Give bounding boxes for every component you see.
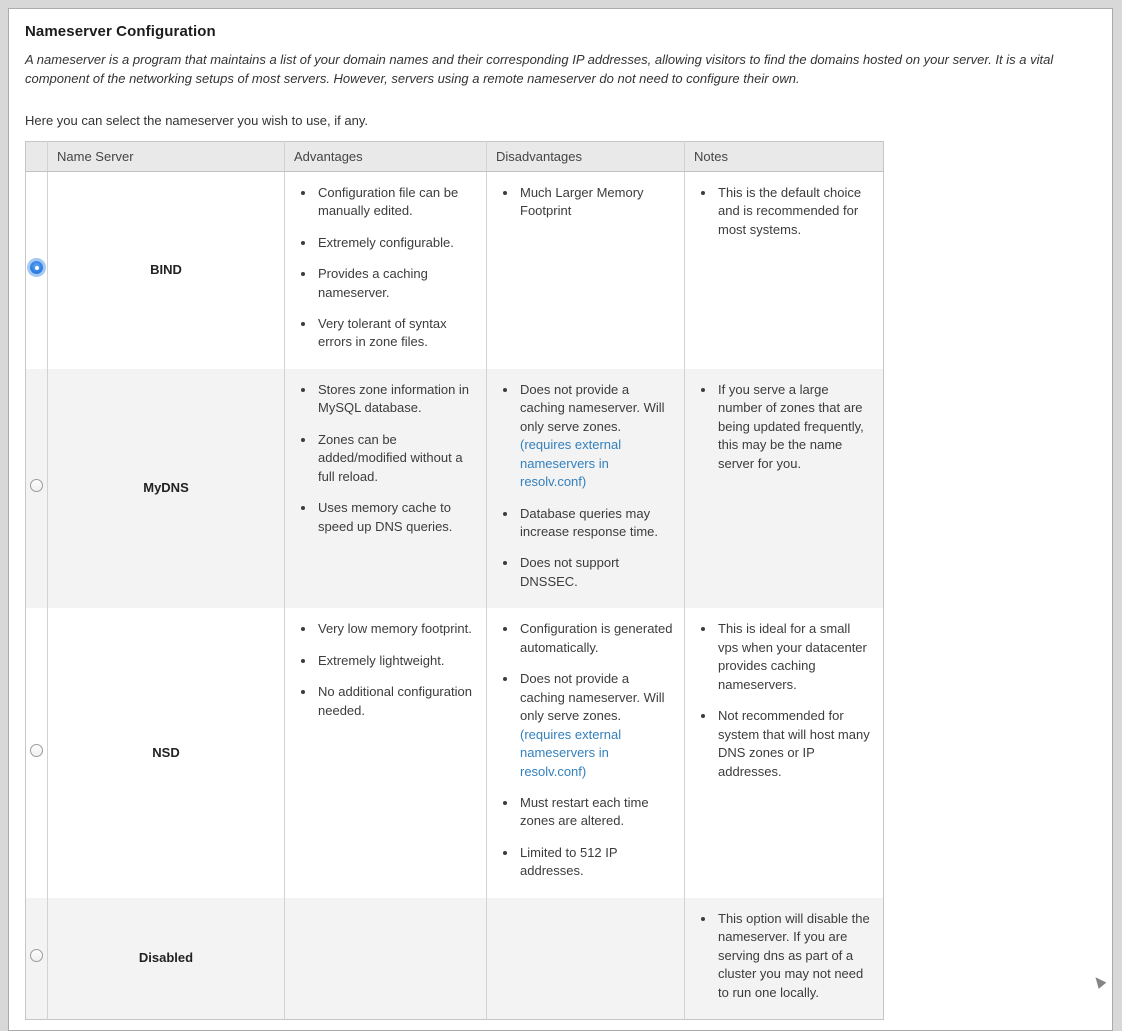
bullet-item: • Does not support DNSSEC. (518, 554, 674, 591)
bullet-item: • Extremely configurable. (316, 234, 476, 252)
bullet-item: • Very low memory footprint. (316, 620, 476, 638)
resolv-conf-link[interactable]: (requires external nameservers in resolv.conf) (520, 726, 622, 779)
radio-cell-bind (26, 171, 48, 369)
bullet-item: • Configuration file can be manually edited. (316, 184, 476, 221)
bind-advantages-list (295, 184, 476, 352)
bullet-item: • Configuration is generated automatically. (518, 620, 674, 657)
bullet-item: • Extremely lightweight. (316, 652, 476, 670)
disabled-notes-list (695, 910, 873, 1002)
table-body (26, 171, 884, 1019)
bullet-item: • This is the default choice and is recommended for most systems. (716, 184, 873, 239)
radio-cell-nsd (26, 608, 48, 897)
column-header-name-server: Name Server (48, 141, 285, 171)
bullet-item: • Very tolerant of syntax errors in zone files. (316, 315, 476, 352)
mydns-disadvantages-list (497, 381, 674, 592)
nameserver-table (25, 141, 884, 1020)
nameserver-radio-nsd[interactable] (30, 744, 43, 757)
bind-advantages-cell (285, 171, 487, 369)
disabled-disadvantages-cell (487, 898, 685, 1020)
page-description: A nameserver is a program that maintains a list of your domain names and their corresponding IP addresses, allowing visitors to find the domains hosted on your server. It is a vital component of the networking setups of most servers. However, servers using a remote nameserver do not need to configure their own. (25, 52, 1054, 86)
column-header-advantages: Advantages (285, 141, 487, 171)
bind-disadvantages-list (497, 184, 674, 221)
bullet-item: • Provides a caching nameserver. (316, 265, 476, 302)
nsd-notes-cell (685, 608, 884, 897)
nameserver-radio-bind[interactable] (30, 261, 43, 274)
instruction-text: Here you can select the nameserver you wish to use, if any. (25, 112, 368, 128)
column-header-notes: Notes (685, 141, 884, 171)
radio-cell-disabled (26, 898, 48, 1020)
mydns-disadvantages-cell (487, 369, 685, 609)
nsd-advantages-cell (285, 608, 487, 897)
column-header-disadvantages: Disadvantages (487, 141, 685, 171)
table-row-disabled (26, 898, 884, 1020)
bullet-item: • Does not provide a caching nameserver. Will only serve zones. (requires external nameservers in resolv.conf) (518, 670, 674, 781)
bullet-item: • Does not provide a caching nameserver. Will only serve zones. (requires external nameservers in resolv.conf) (518, 381, 674, 492)
bullet-item: • Limited to 512 IP addresses. (518, 844, 674, 881)
nsd-disadvantages-list (497, 620, 674, 880)
page-title: Nameserver Configuration (25, 23, 216, 40)
disabled-advantages-cell (285, 898, 487, 1020)
bind-notes-list (695, 184, 873, 239)
nameserver-name-mydns: MyDNS (48, 369, 285, 609)
nameserver-radio-disabled[interactable] (30, 949, 43, 962)
content-panel (8, 8, 1113, 1031)
mydns-advantages-cell (285, 369, 487, 609)
mydns-notes-cell (685, 369, 884, 609)
mydns-notes-list (695, 381, 873, 473)
bullet-item: • This is ideal for a small vps when your datacenter provides caching nameservers. (716, 620, 873, 694)
nameserver-name-disabled: Disabled (48, 898, 285, 1020)
radio-dot (35, 266, 39, 270)
resolv-conf-link[interactable]: (requires external nameservers in resolv.conf) (520, 437, 622, 490)
bullet-item: • No additional configuration needed. (316, 683, 476, 720)
bullet-item: • Much Larger Memory Footprint (518, 184, 674, 221)
bullet-item: • Must restart each time zones are altered. (518, 794, 674, 831)
table-row-mydns (26, 369, 884, 609)
bullet-item: • Database queries may increase response time. (518, 505, 674, 542)
table-row-nsd (26, 608, 884, 897)
column-header-radio (26, 141, 48, 171)
nameserver-name-nsd: NSD (48, 608, 285, 897)
nsd-advantages-list (295, 620, 476, 720)
disabled-notes-cell (685, 898, 884, 1020)
bullet-item: • Not recommended for system that will host many DNS zones or IP addresses. (716, 707, 873, 781)
table-row-bind (26, 171, 884, 369)
bind-notes-cell (685, 171, 884, 369)
nameserver-name-bind: BIND (48, 171, 285, 369)
bullet-item: • Zones can be added/modified without a full reload. (316, 431, 476, 486)
table-header-row (26, 141, 884, 171)
bullet-item: • This option will disable the nameserver. If you are serving dns as part of a cluster you may not need to run one locally. (716, 910, 873, 1002)
nsd-notes-list (695, 620, 873, 781)
radio-cell-mydns (26, 369, 48, 609)
mydns-advantages-list (295, 381, 476, 536)
bullet-item: • If you serve a large number of zones that are being updated frequently, this may be the name server for you. (716, 381, 873, 473)
nameserver-radio-mydns[interactable] (30, 479, 43, 492)
nsd-disadvantages-cell (487, 608, 685, 897)
bullet-item: • Uses memory cache to speed up DNS queries. (316, 499, 476, 536)
bullet-item: • Stores zone information in MySQL database. (316, 381, 476, 418)
bind-disadvantages-cell (487, 171, 685, 369)
